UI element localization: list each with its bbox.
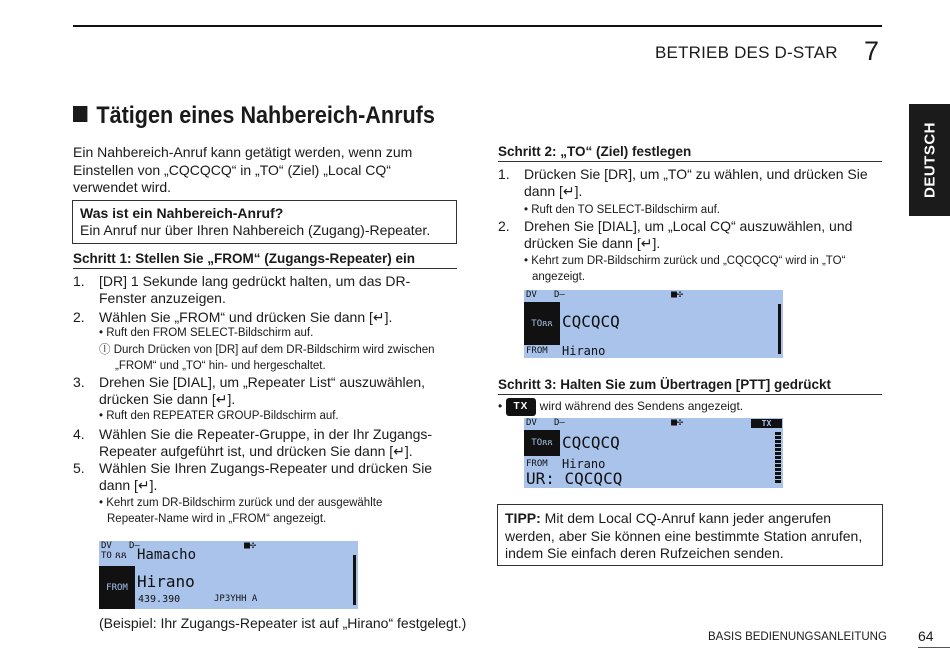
step2-item-1: 1. Drücken Sie [DR], um „TO“ zu wählen, und drücken Sie dann [↵].	[498, 166, 868, 199]
lcd-dash: D–	[129, 541, 140, 551]
info-box	[72, 200, 457, 244]
lcd-from-label: FROM	[526, 346, 548, 356]
lcd-people-icon: ጸጸ	[542, 318, 553, 329]
info-box-text: Ein Anruf nur über Ihren Nahbereich (Zugang)-Repeater.	[80, 222, 431, 238]
lcd-level-meter	[775, 432, 781, 484]
lcd-to-block	[524, 302, 560, 345]
lcd-people-icon: ጸጸ	[115, 550, 127, 561]
lcd-callsign: JP3YHH A	[214, 594, 258, 604]
step2-heading: Schritt 2: „TO“ (Ziel) festlegen	[498, 144, 882, 162]
lcd-scrollbar	[353, 555, 356, 605]
chapter-title: BETRIEB DES D-STAR	[655, 43, 838, 62]
footer-manual-name: BASIS BEDIENUNGSANLEITUNG	[708, 631, 887, 643]
language-tab-label: DEUTSCH	[921, 121, 938, 199]
step1-note-2b: ⓛ Durch Drücken von [DR] auf dem DR-Bildschirm wird zwischen „FROM“ und „TO“ hin- und hergeschaltet.	[99, 344, 435, 372]
lcd-tx-indicator: TX	[751, 419, 782, 428]
lcd-signal-icon: ■✣	[244, 541, 257, 551]
lcd-to-value: CQCQCQ	[562, 312, 620, 331]
step2-item-2: 2. Drehen Sie [DIAL], um „Local CQ“ auszuwählen, und drücken Sie dann [↵].	[498, 218, 853, 251]
lcd-mode: DV	[101, 541, 112, 551]
chapter-number: 7	[864, 36, 880, 66]
lcd-screen-from	[99, 541, 358, 609]
step1-note-5: • Kehrt zum DR-Bildschirm zurück und der ausgewählte Repeater-Name wird in „FROM“ angezeigt.	[99, 497, 383, 525]
lcd-ur-value: UR: CQCQCQ	[526, 469, 623, 488]
page-number: 64	[918, 628, 934, 644]
step1-heading: Schritt 1: Stellen Sie „FROM“ (Zugangs-Repeater) ein	[73, 251, 457, 269]
lcd-from-value: Hirano	[562, 344, 606, 358]
lcd-to-label: TO	[531, 318, 543, 329]
lcd-to-value: CQCQCQ	[562, 433, 620, 452]
lcd-screen-tx	[524, 418, 783, 488]
tx-badge: TX	[506, 398, 537, 416]
info-box-title: Was ist ein Nahbereich-Anruf?	[80, 205, 284, 221]
lcd-dash: D–	[554, 290, 565, 300]
step1-item-5: 5. Wählen Sie Ihren Zugangs-Repeater und drücken Sie dann [↵].	[73, 460, 433, 493]
lcd-from-label: FROM	[99, 566, 135, 609]
step3-heading: Schritt 3: Halten Sie zum Übertragen [PTT] gedrückt	[498, 377, 882, 395]
step1-note-3: • Ruft den REPEATER GROUP-Bildschirm auf.	[99, 410, 339, 422]
top-rule	[73, 25, 882, 27]
step1-item-3: 3. Drehen Sie [DIAL], um „Repeater List“ auszuwählen, drücken Sie dann [↵].	[73, 374, 426, 407]
lcd-signal-icon: ■✣	[671, 290, 684, 300]
lcd-to-block	[524, 430, 560, 456]
tip-text: Mit dem Local CQ-Anruf kann jeder angerufen werden, aber Sie können eine bestimmte Station anrufen, indem Sie einfach deren Rufzeichen senden.	[505, 510, 863, 561]
lcd-to-label: TO	[531, 438, 543, 448]
step3-note: • TX wird während des Sendens angezeigt.	[498, 398, 882, 416]
tip-box	[497, 504, 883, 566]
lcd-from-value: Hirano	[137, 572, 195, 591]
square-bullet-icon	[73, 106, 87, 122]
intro-text: Ein Nahbereich-Anruf kann getätigt werden, wenn zum Einstellen von „CQCQCQ“ in „TO“ (Ziel) „Local CQ“ verwendet wird.	[73, 144, 413, 195]
lcd-freq: 439.390	[138, 594, 181, 605]
lcd-scrollbar	[778, 304, 781, 354]
section-title: Tätigen eines Nahbereich-Anrufs	[73, 102, 435, 130]
step2-note-2: • Kehrt zum DR-Bildschirm zurück und „CQCQCQ“ wird in „TO“ angezeigt.	[524, 255, 846, 283]
language-tab	[909, 104, 950, 216]
lcd-to-value: Hamacho	[137, 547, 197, 563]
step1-item-2: 2. Wählen Sie „FROM“ und drücken Sie dann [↵].	[73, 309, 393, 325]
step1-item-1: 1. [DR] 1 Sekunde lang gedrückt halten, um das DR-Fenster anzuzeigen.	[73, 273, 411, 306]
lcd-to-label: TO	[101, 551, 112, 561]
lcd-mode: DV	[526, 290, 537, 300]
lcd-from-value: Hirano	[562, 457, 606, 471]
example-caption: (Beispiel: Ihr Zugangs-Repeater ist auf „Hirano“ festgelegt.)	[99, 615, 467, 631]
step1-item-4: 4. Wählen Sie die Repeater-Gruppe, in der Ihr Zugangs-Repeater aufgeführt ist, und drücken Sie dann [↵].	[73, 426, 433, 459]
lcd-from-label: FROM	[526, 459, 548, 469]
lcd-signal-icon: ■✣	[671, 418, 684, 428]
footer-rule	[918, 647, 950, 648]
tip-label: TIPP:	[505, 510, 541, 526]
lcd-people-icon: ጸጸ	[542, 438, 553, 448]
lcd-mode: DV	[526, 418, 537, 428]
step1-note-2a: • Ruft den FROM SELECT-Bildschirm auf.	[99, 327, 314, 339]
lcd-screen-to	[524, 290, 783, 358]
step2-note-1: • Ruft den TO SELECT-Bildschirm auf.	[524, 204, 720, 216]
lcd-dash: D–	[554, 418, 565, 428]
